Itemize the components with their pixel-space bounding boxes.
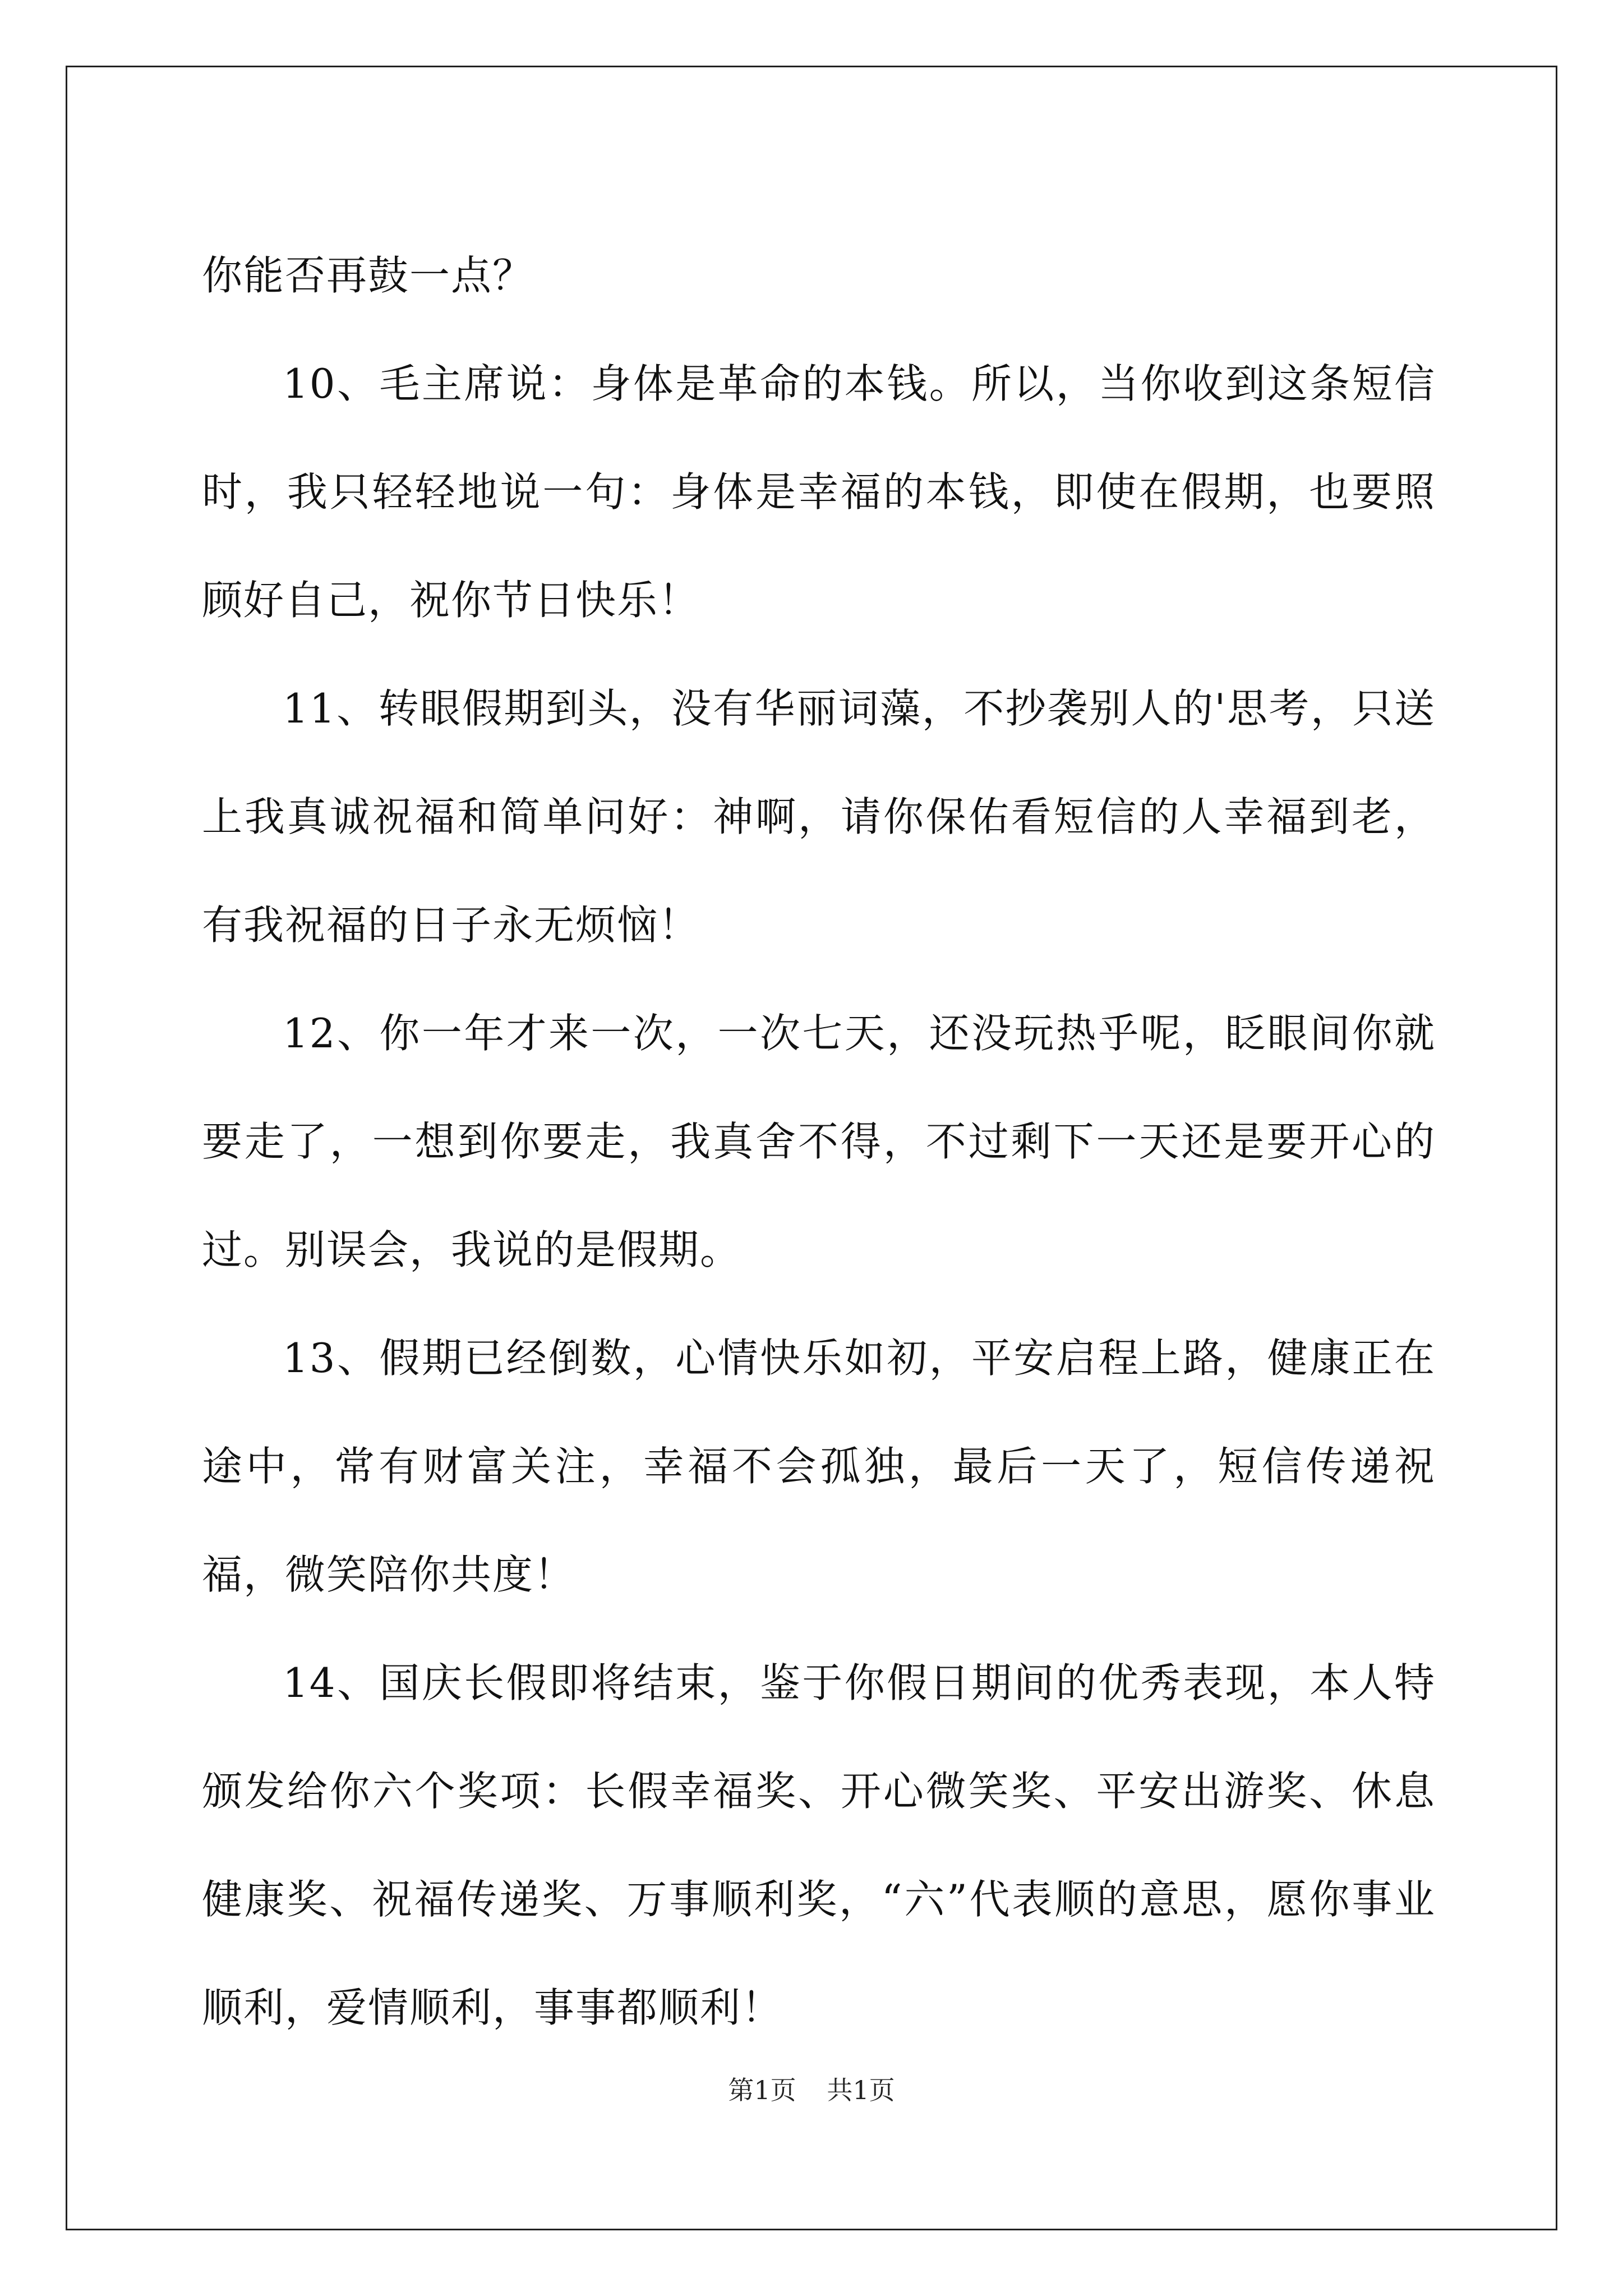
page-number: 第1页 [728, 2075, 796, 2105]
document-body [202, 222, 1436, 2062]
page-total: 共1页 [827, 2075, 895, 2105]
paragraph: 11、转眼假期到头，没有华丽词藻，不抄袭别人的'思考，只送上我真诚祝福和简单问好：神啊，请你保佑看短信的人幸福到老，有我祝福的日子永无烦恼！ [202, 685, 1436, 949]
paragraph: 13、假期已经倒数，心情快乐如初，平安启程上路，健康正在途中，常有财富关注，幸福不会孤独，最后一天了，短信传递祝福，微笑陪你共度！ [202, 1335, 1436, 1598]
paragraph: 14、国庆长假即将结束，鉴于你假日期间的优秀表现，本人特颁发给你六个奖项：长假幸福奖、开心微笑奖、平安出游奖、休息健康奖、祝福传递奖、万事顺利奖，“六”代表顺的意思，愿你事业顺利，爱情顺利，事事都顺利！ [202, 1659, 1436, 2031]
paragraph: 你能否再鼓一点？ [202, 252, 534, 299]
page-footer [0, 2070, 1623, 2107]
paragraph: 12、你一年才来一次，一次七天，还没玩热乎呢，眨眼间你就要走了，一想到你要走，我真舍不得，不过剩下一天还是要开心的过。别误会，我说的是假期。 [202, 1010, 1436, 1273]
paragraph: 10、毛主席说：身体是革命的本钱。所以，当你收到这条短信时，我只轻轻地说一句：身体是幸福的本钱，即使在假期，也要照顾好自己，祝你节日快乐！ [202, 360, 1436, 624]
